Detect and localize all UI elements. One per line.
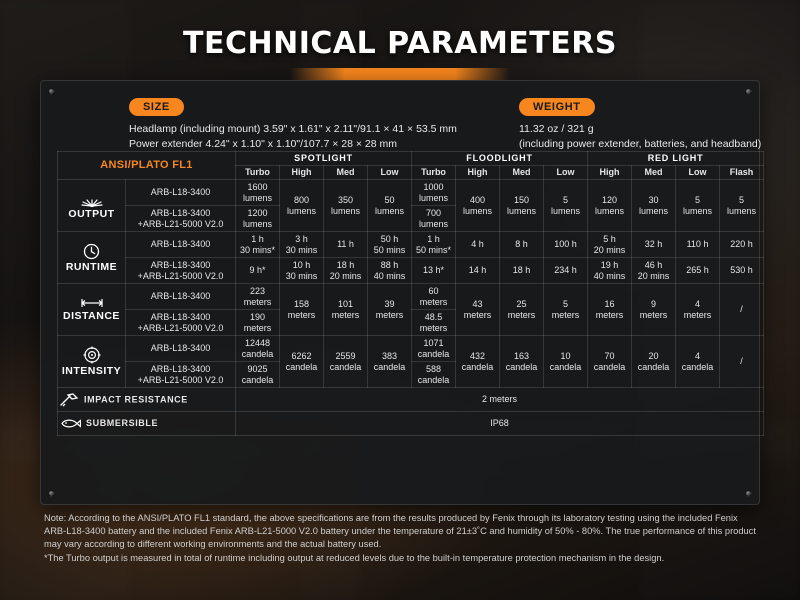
cell-runtime-11: 220 h xyxy=(720,232,764,258)
cell-runtime-b-3: 88 h 40 mins xyxy=(368,258,412,284)
group-header-floodlight: FLOODLIGHT xyxy=(412,152,588,166)
cell-distance-1: 158 meters xyxy=(280,284,324,336)
weight-badge: WEIGHT xyxy=(519,98,595,116)
cell-output-3: 50 lumens xyxy=(368,180,412,232)
table-row xyxy=(58,232,764,258)
cell-output-5: 400 lumens xyxy=(456,180,500,232)
cell-runtime-b-10: 265 h xyxy=(676,258,720,284)
value-impact-resistance: 2 meters xyxy=(236,388,764,412)
size-badge: SIZE xyxy=(129,98,184,116)
cell-intensity-5: 432 candela xyxy=(456,336,500,388)
cell-distance-b-0: 190 meters xyxy=(236,310,280,336)
cell-output-b-4: 700 lumens xyxy=(412,206,456,232)
cell-intensity-4: 1071 candela xyxy=(412,336,456,362)
cell-runtime-b-1: 10 h 30 mins xyxy=(280,258,324,284)
cell-output-2: 350 lumens xyxy=(324,180,368,232)
cell-output-1: 800 lumens xyxy=(280,180,324,232)
metric-label-output: OUTPUT xyxy=(58,180,126,232)
metric-label-distance: DISTANCE xyxy=(58,284,126,336)
mode-floodlight-med: Med xyxy=(500,166,544,180)
cell-runtime-b-9: 46 h 20 mins xyxy=(632,258,676,284)
cell-runtime-6: 8 h xyxy=(500,232,544,258)
cell-output-11: 5 lumens xyxy=(720,180,764,232)
cell-runtime-0: 1 h 30 mins* xyxy=(236,232,280,258)
table-row xyxy=(58,388,764,412)
cell-intensity-0: 12448 candela xyxy=(236,336,280,362)
cell-output-8: 120 lumens xyxy=(588,180,632,232)
cell-distance-2: 101 meters xyxy=(324,284,368,336)
screw-icon xyxy=(48,88,55,95)
mode-spotlight-high: High xyxy=(280,166,324,180)
cell-output-9: 30 lumens xyxy=(632,180,676,232)
cell-distance-11: / xyxy=(720,284,764,336)
cell-runtime-5: 4 h xyxy=(456,232,500,258)
value-submersible: IP68 xyxy=(236,412,764,436)
group-header-spotlight: SPOTLIGHT xyxy=(236,152,412,166)
cell-runtime-b-0: 9 h* xyxy=(236,258,280,284)
cell-runtime-4: 1 h 50 mins* xyxy=(412,232,456,258)
spec-panel xyxy=(40,80,760,505)
size-line-1: Headlamp (including mount) 3.59" x 1.61" x 2.11"/91.1 × 41 × 53.5 mm xyxy=(129,123,457,135)
cell-intensity-b-0: 9025 candela xyxy=(236,362,280,388)
cell-intensity-8: 70 candela xyxy=(588,336,632,388)
cell-distance-7: 5 meters xyxy=(544,284,588,336)
cell-intensity-3: 383 candela xyxy=(368,336,412,388)
metric-label-impact-resistance: IMPACT RESISTANCE xyxy=(58,388,236,412)
mode-spotlight-turbo: Turbo xyxy=(236,166,280,180)
cell-runtime-b-5: 14 h xyxy=(456,258,500,284)
cell-distance-8: 16 meters xyxy=(588,284,632,336)
weight-line-1: 11.32 oz / 321 g xyxy=(519,123,594,135)
mode-floodlight-low: Low xyxy=(544,166,588,180)
cell-runtime-b-6: 18 h xyxy=(500,258,544,284)
cell-runtime-8: 5 h 20 mins xyxy=(588,232,632,258)
mode-floodlight-turbo: Turbo xyxy=(412,166,456,180)
screw-icon xyxy=(745,490,752,497)
cell-output-4: 1000 lumens xyxy=(412,180,456,206)
title-underline xyxy=(290,68,510,80)
table-row xyxy=(58,336,764,362)
battery-label-a: ARB-L18-3400 xyxy=(126,336,236,362)
weight-line-2: (including power extender, batteries, and headband) xyxy=(519,138,762,150)
cell-distance-0: 223 meters xyxy=(236,284,280,310)
weight-block xyxy=(519,97,761,152)
table-row xyxy=(58,412,764,436)
cell-runtime-3: 50 h 50 mins xyxy=(368,232,412,258)
cell-distance-4: 60 meters xyxy=(412,284,456,310)
metric-label-intensity: INTENSITY xyxy=(58,336,126,388)
mode-spotlight-low: Low xyxy=(368,166,412,180)
cell-distance-b-4: 48.5 meters xyxy=(412,310,456,336)
table-row xyxy=(58,258,764,284)
screw-icon xyxy=(745,88,752,95)
table-row xyxy=(58,284,764,310)
cell-runtime-2: 11 h xyxy=(324,232,368,258)
metric-label-runtime: RUNTIME xyxy=(58,232,126,284)
cell-intensity-6: 163 candela xyxy=(500,336,544,388)
cell-runtime-b-11: 530 h xyxy=(720,258,764,284)
mode-red light-flash: Flash xyxy=(720,166,764,180)
cell-runtime-b-4: 13 h* xyxy=(412,258,456,284)
size-line-2: Power extender 4.24" x 1.10" x 1.10"/107.7 × 28 × 28 mm xyxy=(129,138,398,150)
mode-spotlight-med: Med xyxy=(324,166,368,180)
group-header-red light: RED LIGHT xyxy=(588,152,764,166)
cell-intensity-10: 4 candela xyxy=(676,336,720,388)
battery-label-a: ARB-L18-3400 xyxy=(126,232,236,258)
cell-intensity-11: / xyxy=(720,336,764,388)
cell-distance-3: 39 meters xyxy=(368,284,412,336)
cell-intensity-9: 20 candela xyxy=(632,336,676,388)
battery-label-a: ARB-L18-3400 xyxy=(126,180,236,206)
cell-distance-9: 9 meters xyxy=(632,284,676,336)
cell-intensity-b-4: 588 candela xyxy=(412,362,456,388)
battery-label-b: ARB-L18-3400 +ARB-L21-5000 V2.0 xyxy=(126,362,236,388)
mode-red light-high: High xyxy=(588,166,632,180)
cell-runtime-b-8: 19 h 40 mins xyxy=(588,258,632,284)
cell-distance-6: 25 meters xyxy=(500,284,544,336)
table-row xyxy=(58,180,764,206)
size-block xyxy=(129,97,457,152)
dimensions-header xyxy=(41,97,762,151)
cell-runtime-1: 3 h 30 mins xyxy=(280,232,324,258)
cell-intensity-7: 10 candela xyxy=(544,336,588,388)
cell-runtime-b-2: 18 h 20 mins xyxy=(324,258,368,284)
table-group-header-row xyxy=(58,152,764,166)
cell-intensity-1: 6262 candela xyxy=(280,336,324,388)
cell-output-7: 5 lumens xyxy=(544,180,588,232)
screw-icon xyxy=(48,490,55,497)
battery-label-b: ARB-L18-3400 +ARB-L21-5000 V2.0 xyxy=(126,258,236,284)
cell-output-0: 1600 lumens xyxy=(236,180,280,206)
footnote: Note: According to the ANSI/PLATO FL1 standard, the above specifications are from the results produced by Fenix through its laboratory testing using the included Fenix ARB-L18-3400 battery and the included Fenix ARB-L21-5000 V2.0 battery under the temperature of 21±3˚C and humidity of 50% - 80%. The true performance of this product may vary according to different working environments and the actual battery used. *The Turbo output is measured in total of runtime including output at reduced levels due to the built-in temperature protection mechanism in the design. xyxy=(44,513,756,563)
cell-output-b-0: 1200 lumens xyxy=(236,206,280,232)
technical-parameters-table xyxy=(57,151,764,436)
mode-red light-low: Low xyxy=(676,166,720,180)
battery-label-b: ARB-L18-3400 +ARB-L21-5000 V2.0 xyxy=(126,310,236,336)
cell-intensity-2: 2559 candela xyxy=(324,336,368,388)
mode-red light-med: Med xyxy=(632,166,676,180)
cell-output-6: 150 lumens xyxy=(500,180,544,232)
cell-distance-10: 4 meters xyxy=(676,284,720,336)
page-title: TECHNICAL PARAMETERS xyxy=(183,26,617,61)
battery-label-a: ARB-L18-3400 xyxy=(126,284,236,310)
cell-distance-5: 43 meters xyxy=(456,284,500,336)
cell-runtime-b-7: 234 h xyxy=(544,258,588,284)
cell-runtime-9: 32 h xyxy=(632,232,676,258)
mode-floodlight-high: High xyxy=(456,166,500,180)
battery-label-b: ARB-L18-3400 +ARB-L21-5000 V2.0 xyxy=(126,206,236,232)
cell-output-10: 5 lumens xyxy=(676,180,720,232)
cell-runtime-10: 110 h xyxy=(676,232,720,258)
standard-label-cell: ANSI/PLATO FL1 xyxy=(58,152,236,180)
metric-label-submersible: SUBMERSIBLE xyxy=(58,412,236,436)
cell-runtime-7: 100 h xyxy=(544,232,588,258)
